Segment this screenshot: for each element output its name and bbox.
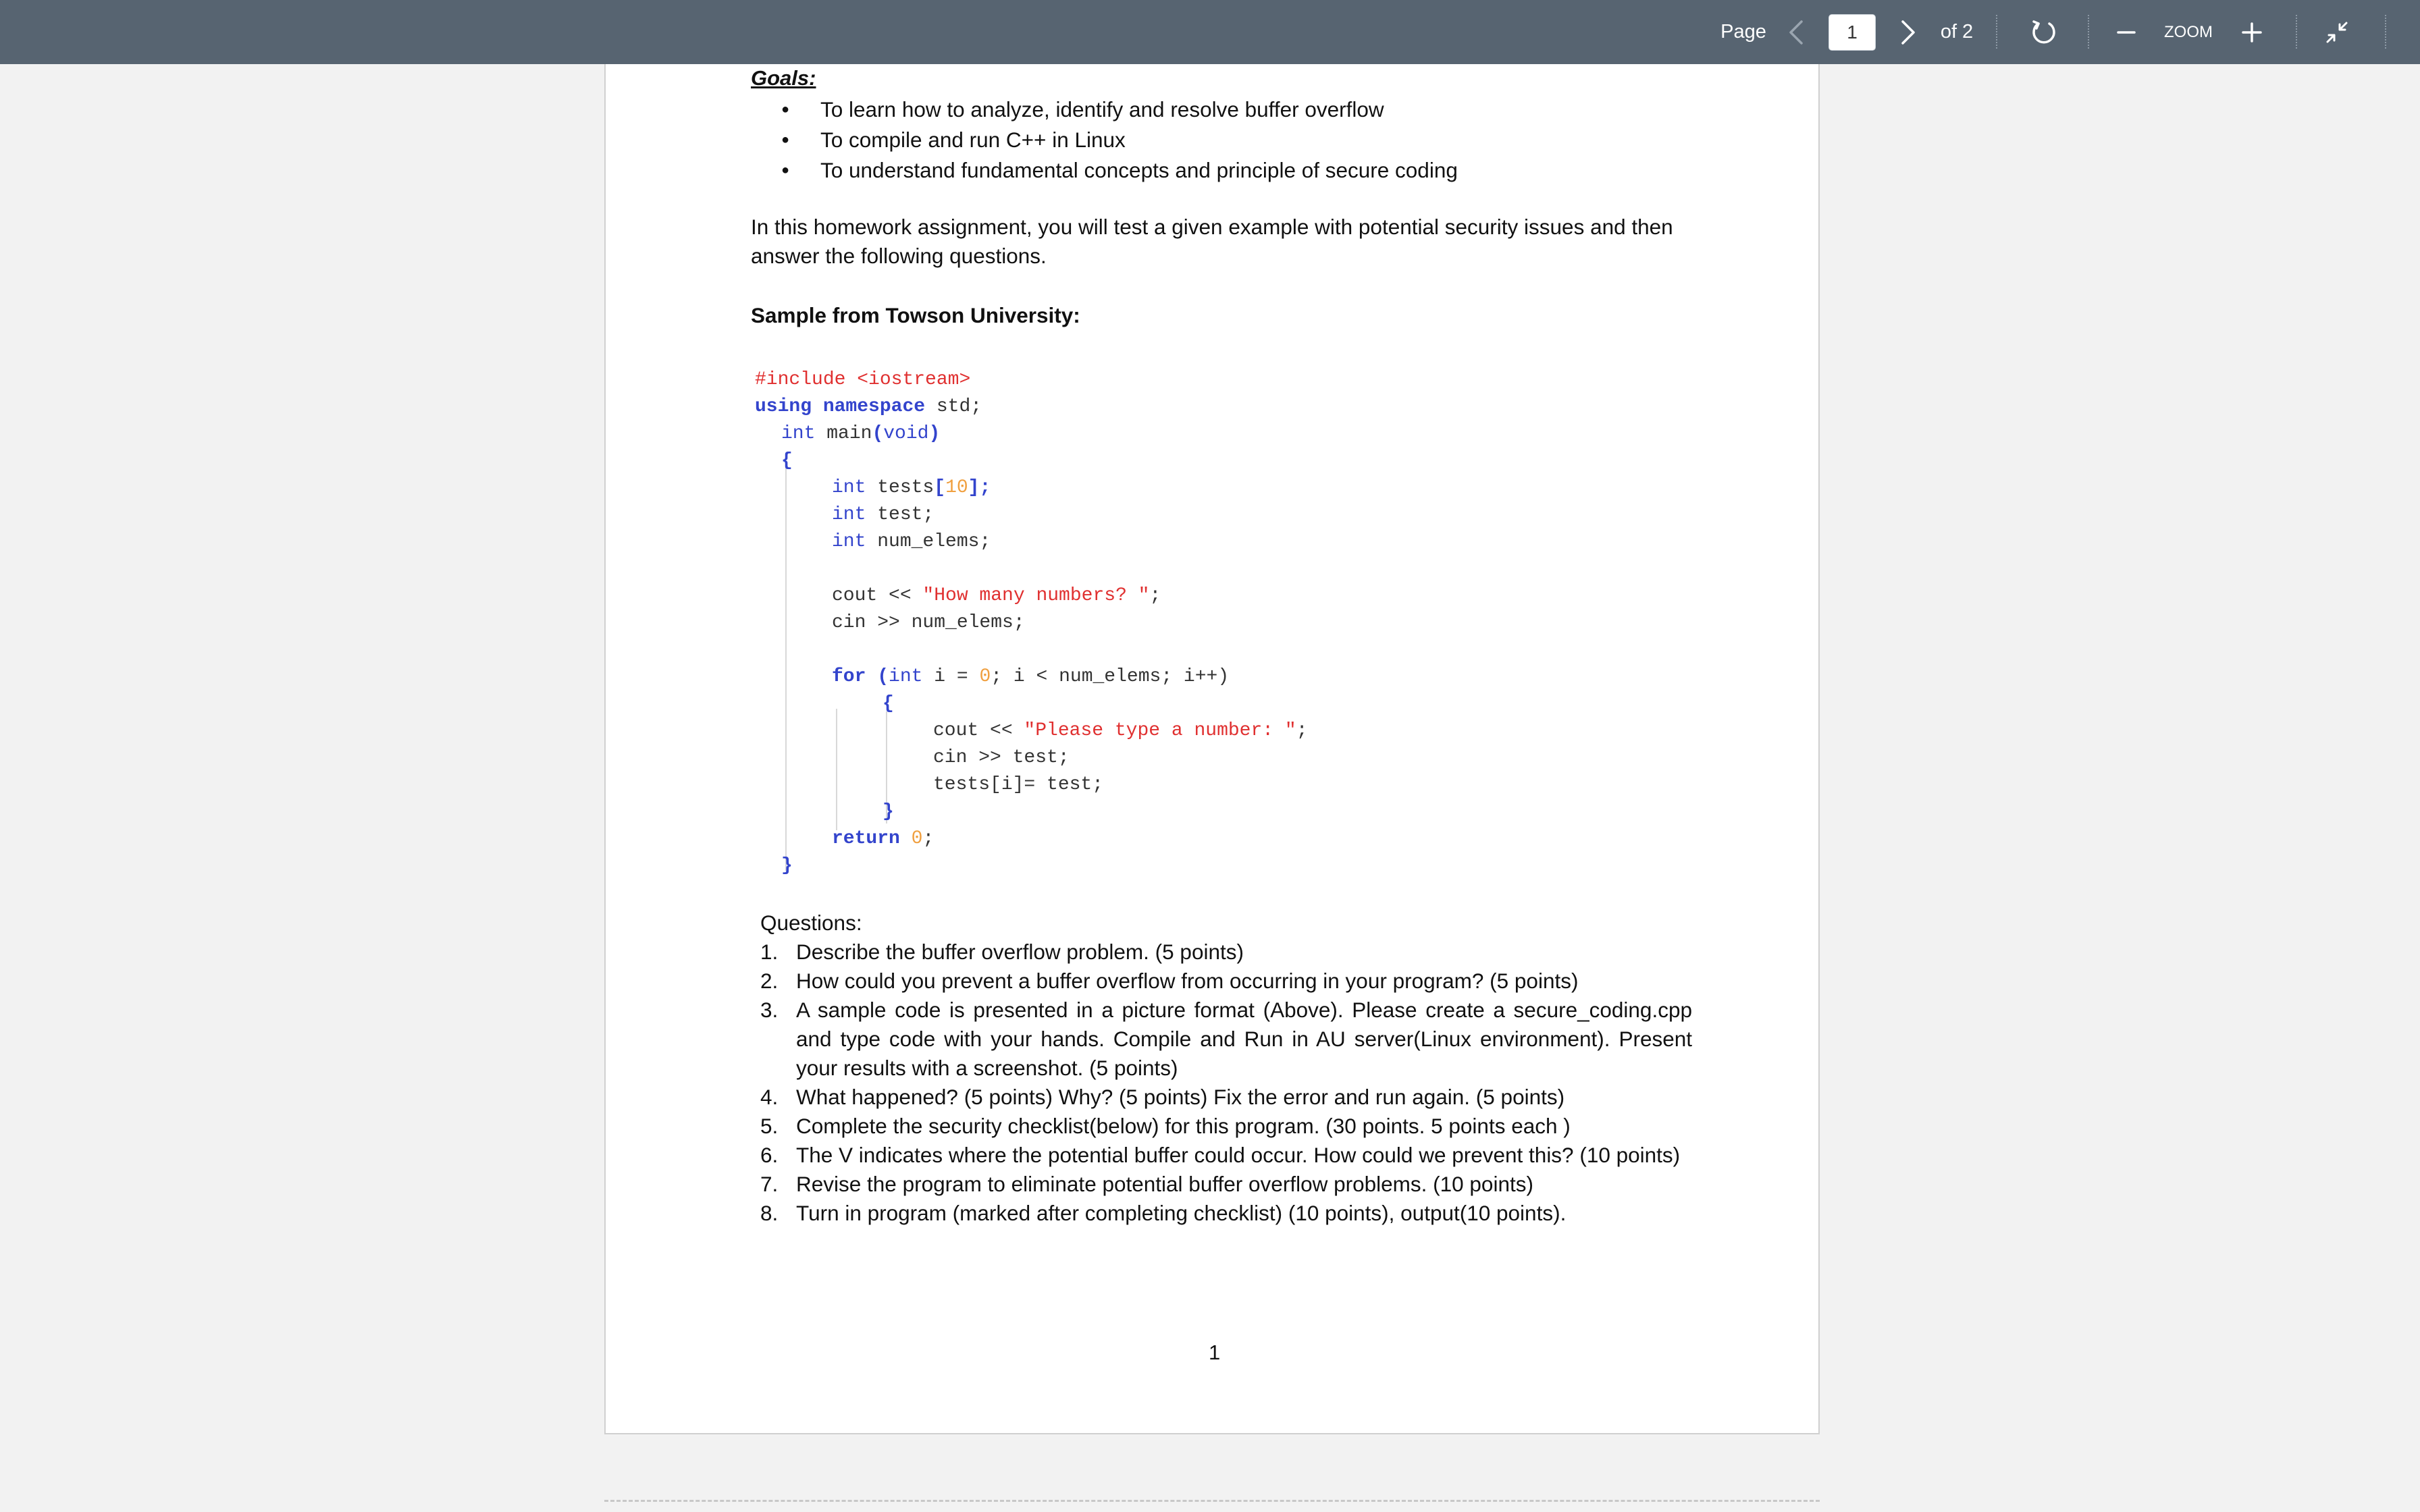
rotate-icon [2029, 18, 2059, 47]
code-line: cout << "How many numbers? "; [832, 585, 1161, 606]
zoom-in-button[interactable] [2239, 0, 2265, 64]
previous-page-button[interactable] [1783, 0, 1810, 64]
chevron-left-icon [1788, 19, 1804, 46]
list-item: 1. Describe the buffer overflow problem. (5 points) [760, 940, 1244, 964]
list-item: 7. Revise the program to eliminate potential buffer overflow problems. (10 points) [760, 1172, 1533, 1196]
sample-heading: Sample from Towson University: [751, 303, 1080, 327]
viewer-toolbar [0, 0, 2420, 64]
toolbar-divider [2088, 15, 2089, 49]
list-item: ● To understand fundamental concepts and principle of secure coding [820, 156, 1458, 186]
code-line: } [883, 801, 894, 822]
code-line: int test; [832, 504, 935, 525]
page-number: 1 [1209, 1341, 1221, 1364]
code-line: cin >> num_elems; [832, 612, 1025, 633]
code-line: cout << "Please type a number: "; [933, 720, 1308, 741]
goals-heading: Goals: [751, 66, 816, 90]
code-line: int num_elems; [832, 531, 991, 552]
code-line: return 0; [832, 828, 935, 849]
code-line: cin >> test; [933, 747, 1070, 768]
collapse-icon [2323, 19, 2350, 46]
code-line: { [883, 693, 894, 714]
code-line: for (int i = 0; i < num_elems; i++) [832, 666, 1230, 687]
indent-guide [836, 709, 837, 830]
rotate-button[interactable] [2027, 0, 2061, 64]
next-page-edge [604, 1500, 1820, 1502]
list-item: 3. A sample code is presented in a picture format (Above). Please create a secure_coding.cpp and type code with your hands. Compile and Run in AU server(Linux environment). Present your results with a screenshot. (5 points) [760, 998, 1692, 1080]
code-line: #include <iostream> [755, 369, 971, 390]
chevron-right-icon [1900, 19, 1916, 46]
list-item: 4. What happened? (5 points) Why? (5 points) Fix the error and run again. (5 points) [760, 1085, 1565, 1109]
code-line: int main(void) [781, 423, 941, 444]
toolbar-divider [2296, 15, 2297, 49]
toolbar-divider [1996, 15, 1997, 49]
questions-heading: Questions: [760, 911, 862, 935]
code-line: using namespace std; [755, 396, 982, 417]
page-label: Page [1720, 21, 1766, 43]
questions-list [760, 938, 1692, 1228]
list-item: ● To compile and run C++ in Linux [820, 126, 1458, 156]
minus-icon [2116, 22, 2136, 43]
page-number-input[interactable]: 1 [1829, 14, 1876, 51]
next-page-button[interactable] [1895, 0, 1922, 64]
list-item: 8. Turn in program (marked after completing checklist) (10 points), output(10 points). [760, 1201, 1567, 1225]
list-item: ● To learn how to analyze, identify and resolve buffer overflow [820, 95, 1458, 126]
code-line: int tests[10]; [832, 477, 991, 498]
toolbar-divider [2385, 15, 2386, 49]
code-line: tests[i]= test; [933, 774, 1104, 795]
goals-list [820, 95, 1458, 186]
zoom-out-button[interactable] [2114, 0, 2138, 64]
list-item: 2. How could you prevent a buffer overflow from occurring in your program? (5 points) [760, 969, 1579, 993]
zoom-label: ZOOM [2164, 22, 2213, 41]
intro-paragraph: In this homework assignment, you will test a given example with potential security issues and then answer the following questions. [751, 215, 1673, 268]
exit-fullscreen-button[interactable] [2320, 0, 2354, 64]
plus-icon [2240, 21, 2263, 44]
page-count: of 2 [1940, 21, 1974, 43]
indent-guide [785, 466, 787, 871]
code-line: { [781, 450, 793, 471]
list-item: 6. The V indicates where the potential buffer could occur. How could we prevent this? (10 points) [760, 1143, 1681, 1167]
list-item: 5. Complete the security checklist(below) for this program. (30 points. 5 points each ) [760, 1114, 1571, 1138]
code-line: } [781, 855, 793, 876]
